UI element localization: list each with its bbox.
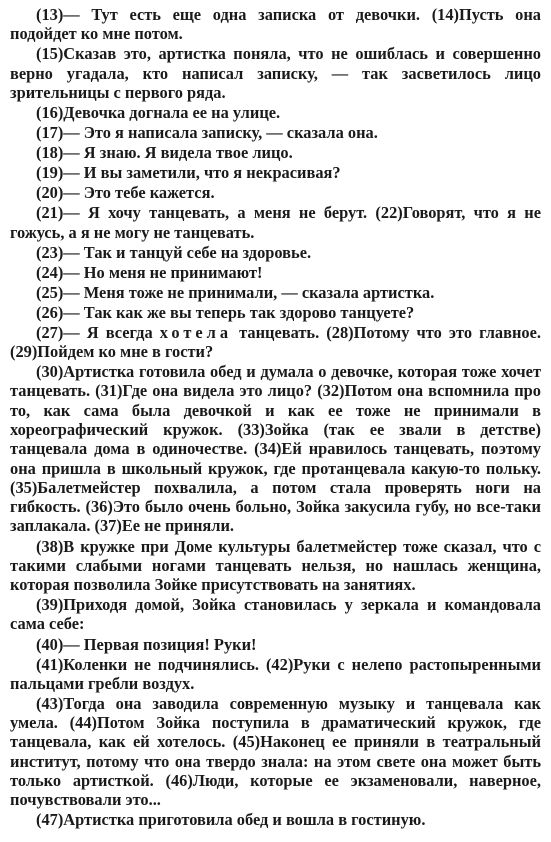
paragraph-text: (38)В кружке при Доме культуры балетмейстер тоже сказал, что с такими слабыми ногами танцевать нельзя, но нашлась женщина, которая позволила Зойке присутствовать на занятиях. xyxy=(10,536,541,595)
paragraph-text: (17)— Это я написала записку, — сказала она. xyxy=(36,123,378,143)
paragraph-14 xyxy=(10,362,541,536)
paragraph-text: (47)Артистка приготовила обед и вошла в гостиную. xyxy=(36,810,426,830)
paragraph-3 xyxy=(10,103,541,122)
paragraph-15 xyxy=(10,537,541,595)
paragraph-text: (20)— Это тебе кажется. xyxy=(36,183,215,203)
emphasized-word: хотела xyxy=(159,322,233,342)
paragraph-19 xyxy=(10,694,541,810)
paragraph-7 xyxy=(10,183,541,202)
paragraph-text: танцевать. (28)Потому что это главное. (29)Пойдем ко мне в гости? xyxy=(10,322,541,362)
paragraph-text: (18)— Я знаю. Я видела твое лицо. xyxy=(36,143,293,163)
paragraph-text: (15)Сказав это, артистка поняла, что не ошиблась и совершенно верно угадала, кто написал записку, — так засветилось лицо зрительницы с первого ряда. xyxy=(10,44,541,102)
paragraph-13 xyxy=(10,323,541,362)
paragraph-text: (24)— Но меня не принимают! xyxy=(36,262,263,282)
paragraph-6 xyxy=(10,163,541,182)
paragraph-text: (41)Коленки не подчинялись. (42)Руки с нелепо растопыренными пальцами гребли воздух. xyxy=(10,654,541,693)
paragraph-text: (43)Тогда она заводила современную музыку и танцевала как умела. (44)Потом Зойка поступила в драматический кружок, где танцевала, как ей хотелось. (45)Наконец ее приняли в театральный институт, потому что она твердо знала: на этом свете она может быть только артисткой. (46)Люди, которые ее экзаменовали, наверное, почувствовали это... xyxy=(10,693,541,810)
paragraph-8 xyxy=(10,203,541,242)
paragraph-text: (25)— Меня тоже не принимали, — сказала артистка. xyxy=(36,282,435,302)
paragraph-4 xyxy=(10,123,541,142)
paragraph-12 xyxy=(10,303,541,322)
paragraph-10 xyxy=(10,263,541,282)
paragraph-text: (19)— И вы заметили, что я некрасивая? xyxy=(36,163,341,183)
paragraph-text: (23)— Так и танцуй себе на здоровье. xyxy=(36,242,312,262)
paragraph-11 xyxy=(10,283,541,302)
paragraph-text: (16)Девочка догнала ее на улице. xyxy=(36,102,281,122)
paragraph-9 xyxy=(10,243,541,262)
paragraph-text: (39)Приходя домой, Зойка становилась у зеркала и командовала сама себе: xyxy=(10,595,541,634)
paragraph-1 xyxy=(10,5,541,44)
paragraph-text: (27)— Я всегда xyxy=(36,322,160,342)
paragraph-20 xyxy=(10,810,541,829)
paragraph-text: (26)— Так как же вы теперь так здорово танцуете? xyxy=(36,302,415,322)
paragraph-5 xyxy=(10,143,541,162)
paragraph-16 xyxy=(10,595,541,634)
paragraph-2 xyxy=(10,44,541,102)
paragraph-text: (13)— Тут есть еще одна записка от девочки. (14)Пусть она подойдет ко мне потом. xyxy=(10,5,541,44)
paragraph-text: (40)— Первая позиция! Руки! xyxy=(36,634,257,654)
paragraph-17 xyxy=(10,635,541,654)
text-page xyxy=(10,5,541,830)
paragraph-18 xyxy=(10,655,541,694)
paragraph-text: (30)Артистка готовила обед и думала о девочке, которая тоже хочет танцевать. (31)Где она видела это лицо? (32)Потом она вспомнила про то, как сама была девочкой и как ее тоже не принимали в хореографический кружок. (33)Зойка (так ее звали в детстве) танцевала дома в одиночестве. (34)Ей нравилось танцевать, поэтому она пришла в школьный кружок, где протанцевала какую-то польку. (35)Балетмейстер похвалила, а потом стала проверять ноги на гибкость. (36)Это было очень больно, Зойка закусила губу, но все-таки заплакала. (37)Ее не приняли. xyxy=(10,362,541,536)
paragraph-text: (21)— Я хочу танцевать, а меня не берут. (22)Говорят, что я не гожусь, а я не могу не танцевать. xyxy=(10,203,541,242)
